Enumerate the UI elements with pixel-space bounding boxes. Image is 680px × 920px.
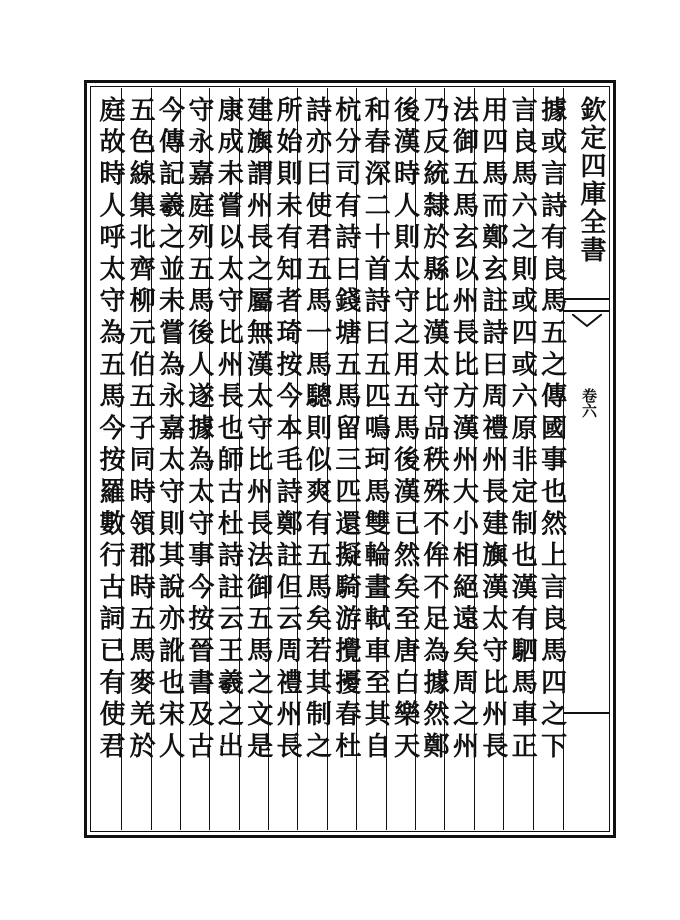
column-text: 乃反統隸於縣比漢太守品秩殊不侔不足為據然鄭	[419, 96, 450, 764]
column-text: 建旟謂州長之屬無漢太守比州長法御五馬之文是	[242, 96, 273, 764]
book-title: 欽定四庫全書	[576, 96, 606, 264]
gutter-rule	[564, 712, 610, 714]
column-text: 後漢時人則太守之用五馬後漢已然矣至唐白樂天	[389, 96, 420, 764]
fishtail-mark-icon	[572, 314, 602, 328]
column-text: 守永嘉庭列五馬後人遂據為太守事今按晉書及古	[183, 96, 214, 764]
chapter-label: 卷六	[580, 388, 598, 418]
column-text: 詩亦曰使君五馬一馬驄則似爽有五馬矣若其制之	[301, 96, 332, 764]
text-column	[92, 88, 125, 830]
column-text: 杭分司有詩曰錢塘五馬留三匹還擬騎游攪擾春杜	[330, 96, 361, 764]
gutter-rule	[564, 298, 610, 300]
center-gutter	[563, 88, 610, 830]
column-text: 言良馬六之則或四或六原非定制也漢有駟馬車正	[507, 96, 538, 764]
column-text: 所始則未有知者琦按今本毛詩鄭註但云周禮州長	[272, 96, 303, 764]
column-text: 今傳記羲之並未嘗為永嘉太守則其說亦訛也宋人	[154, 96, 185, 764]
gutter-rule	[564, 310, 610, 312]
text-columns	[92, 88, 567, 830]
column-text: 法御五馬玄以州長比方漢州大小相絕遠矣周之州	[448, 96, 479, 764]
column-text: 和春深二十首詩曰五匹鳴珂馬雙輪畫軾車至其自	[360, 96, 391, 764]
column-text: 據或言詩有良馬五之傳國事也然上言良馬四之下	[536, 96, 567, 764]
column-text: 用四馬而鄭玄註詩曰周禮州長建旟漢太守比州長	[477, 96, 508, 764]
column-text: 康成未嘗以太守比州長也師古杜詩註云王羲之出	[213, 96, 244, 764]
column-text: 庭故時人呼太守為五馬今按羅數行古詞已有使君	[94, 96, 125, 764]
column-text: 五色線集北齊柳元伯五子同時領郡時五馬麥羌於	[125, 96, 156, 764]
